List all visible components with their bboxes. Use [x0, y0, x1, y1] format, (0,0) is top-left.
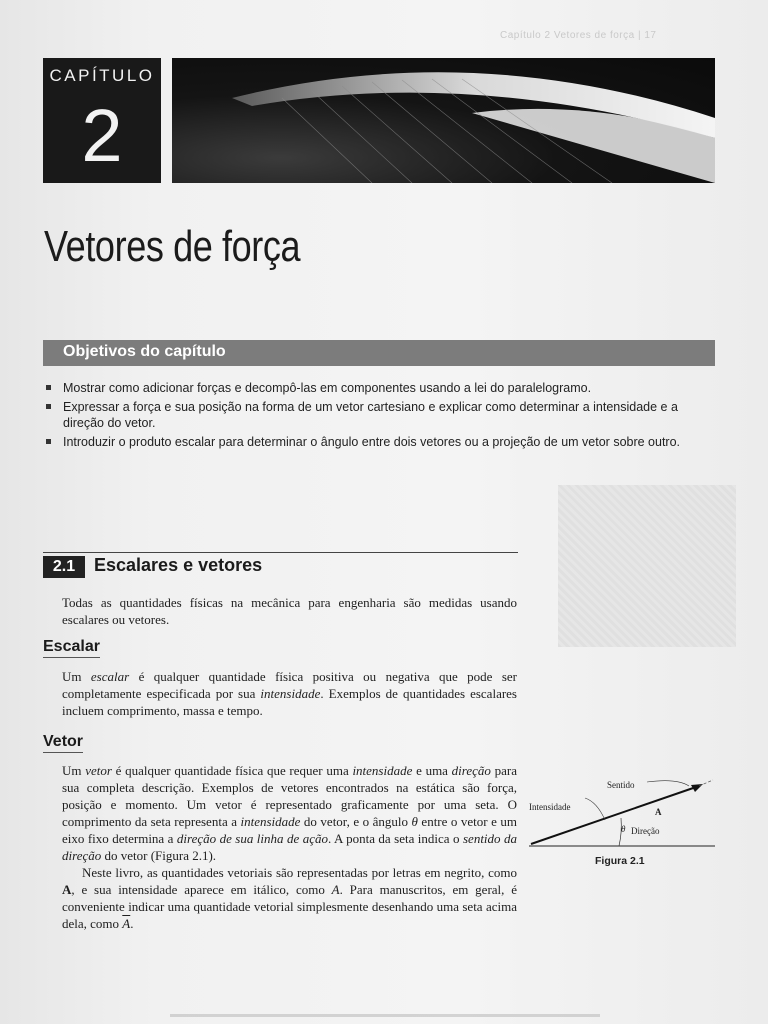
section-rule [43, 552, 518, 553]
intensidade-leader [585, 798, 605, 820]
objectives-heading: Objetivos do capítulo [63, 343, 226, 360]
figure-caption: Figura 2.1 [595, 855, 645, 867]
banner-arc-graphic [172, 58, 715, 183]
section-title: Escalares e vetores [94, 555, 263, 575]
vetor-notation-paragraph: Neste livro, as quantidades vetoriais são representadas por letras em negrito, como A, e sua intensidade aparece em itálico, como A. Para manuscritos, em geral, é conveniente indicar uma quantidade vetorial simplesmente desenhando uma seta acima dela, como $\overline{A}$. [62, 865, 517, 931]
vetor-paragraph: Um vetor é qualquer quantidade física que requer uma intensidade e uma direção para sua completa descrição. Exemplos de vetores encontrados na estática são força, posição e momento. Um vetor é representado graficamente por uma seta. O comprimento da seta representa a intensidade do vetor, e o ângulo θ entre o vetor e um eixo fixo determina a direção de sua linha de ação. A ponta da seta indica o sentido da direção do vetor (Figura 2.1). [62, 763, 518, 863]
faint-bleedthrough-photo [558, 485, 736, 647]
objective-item: Mostrar como adicionar forças e decompô-las em componentes usando a lei do paralelogramo. [43, 380, 718, 396]
vetor-heading: Vetor [43, 733, 83, 753]
label-intensidade: Intensidade [529, 802, 571, 812]
chapter-label: CAPÍTULO [49, 66, 155, 85]
section-number: 2.1 [43, 556, 85, 578]
objectives-bar [43, 340, 715, 366]
sentido-leader [647, 781, 689, 786]
label-sentido: Sentido [607, 780, 635, 790]
escalar-paragraph: Um escalar é qualquer quantidade física positiva ou negativa que pode ser completamente especificada por sua intensidade. Exemplos de quantidades escalares incluem comprimento, massa e tempo. [62, 669, 517, 718]
objective-item: Introduzir o produto escalar para determinar o ângulo entre dois vetores ou a projeção de um vetor sobre outro. [43, 434, 718, 450]
chapter-number: 2 [81, 94, 123, 177]
running-header: Capítulo 2 Vetores de força | 17 [500, 30, 657, 41]
objectives-list [43, 380, 718, 453]
figure-2-1 [527, 770, 717, 850]
escalar-heading: Escalar [43, 638, 100, 658]
label-theta: θ [621, 824, 626, 834]
chapter-banner-image [172, 58, 715, 183]
chapter-box [43, 58, 161, 183]
label-direcao: Direção [631, 826, 660, 836]
vector-arrow-shaft [531, 786, 699, 844]
objective-item: Expressar a força e sua posição na forma de um vetor cartesiano e explicar como determinar a intensidade e a direção do vetor. [43, 399, 718, 431]
label-vector-a: A [655, 807, 662, 817]
line-of-action [699, 780, 713, 786]
chapter-title: Vetores de força [44, 222, 301, 271]
intro-paragraph: Todas as quantidades físicas na mecânica para engenharia são medidas usando escalares ou vetores. [62, 595, 517, 627]
scan-edge-mark [170, 1014, 600, 1017]
